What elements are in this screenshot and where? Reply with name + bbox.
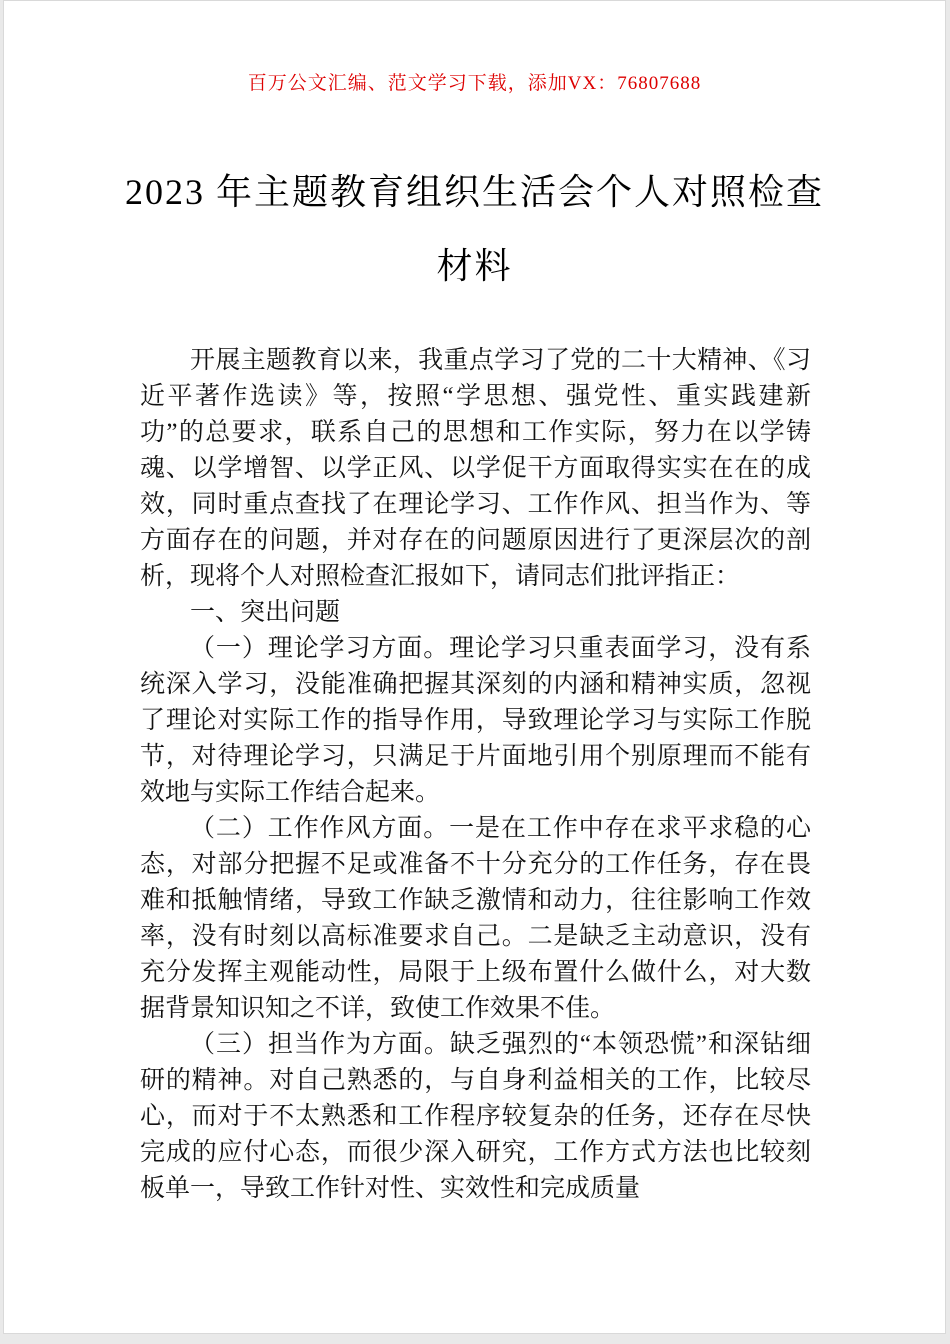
paragraph-work-style: （二）工作作风方面。一是在工作中存在求平求稳的心态，对部分把握不足或准备不十分充分的工作任务，存在畏难和抵触情绪，导致工作缺乏激情和动力，往往影响工作效率，没有时刻以高标准要求自己。二是缺乏主动意识，没有充分发挥主观能动性，局限于上级布置什么做什么，对大数据背景知识知之不详，致使工作效果不佳。	[140, 815, 811, 1022]
document-title-line-2: 材料	[436, 246, 513, 286]
promo-banner: 百万公文汇编、范文学习下载，添加VX：76807688	[247, 73, 702, 94]
document-body	[140, 343, 811, 1207]
section-heading-problems: 一、突出问题	[190, 599, 341, 626]
document-title-line-1: 2023 年主题教育组织生活会个人对照检查	[124, 172, 824, 212]
paragraph-theory-study: （一）理论学习方面。理论学习只重表面学习，没有系统深入学习，没能准确把握其深刻的内涵和精神实质，忽视了理论对实际工作的指导作用，导致理论学习与实际工作脱节，对待理论学习，只满足于片面地引用个别原理而不能有效地与实际工作结合起来。	[140, 635, 811, 806]
paragraph-responsibility: （三）担当作为方面。缺乏强烈的“本领恐慌”和深钻细研的精神。对自己熟悉的，与自身利益相关的工作，比较尽心，而对于不太熟悉和工作程序较复杂的任务，还存在尽快完成的应付心态，而很少深入研究，工作方式方法也比较刻板单一，导致工作针对性、实效性和完成质量	[140, 1031, 811, 1202]
document-page	[3, 0, 946, 1334]
document-title	[115, 155, 835, 303]
paragraph-introduction: 开展主题教育以来，我重点学习了党的二十大精神、《习近平著作选读》等，按照“学思想、强党性、重实践建新功”的总要求，联系自己的思想和工作实际，努力在以学铸魂、以学增智、以学正风、以学促干方面取得实实在在的成效，同时重点查找了在理论学习、工作作风、担当作为、等方面存在的问题，并对存在的问题原因进行了更深层次的剖析，现将个人对照检查汇报如下，请同志们批评指正：	[140, 347, 811, 590]
